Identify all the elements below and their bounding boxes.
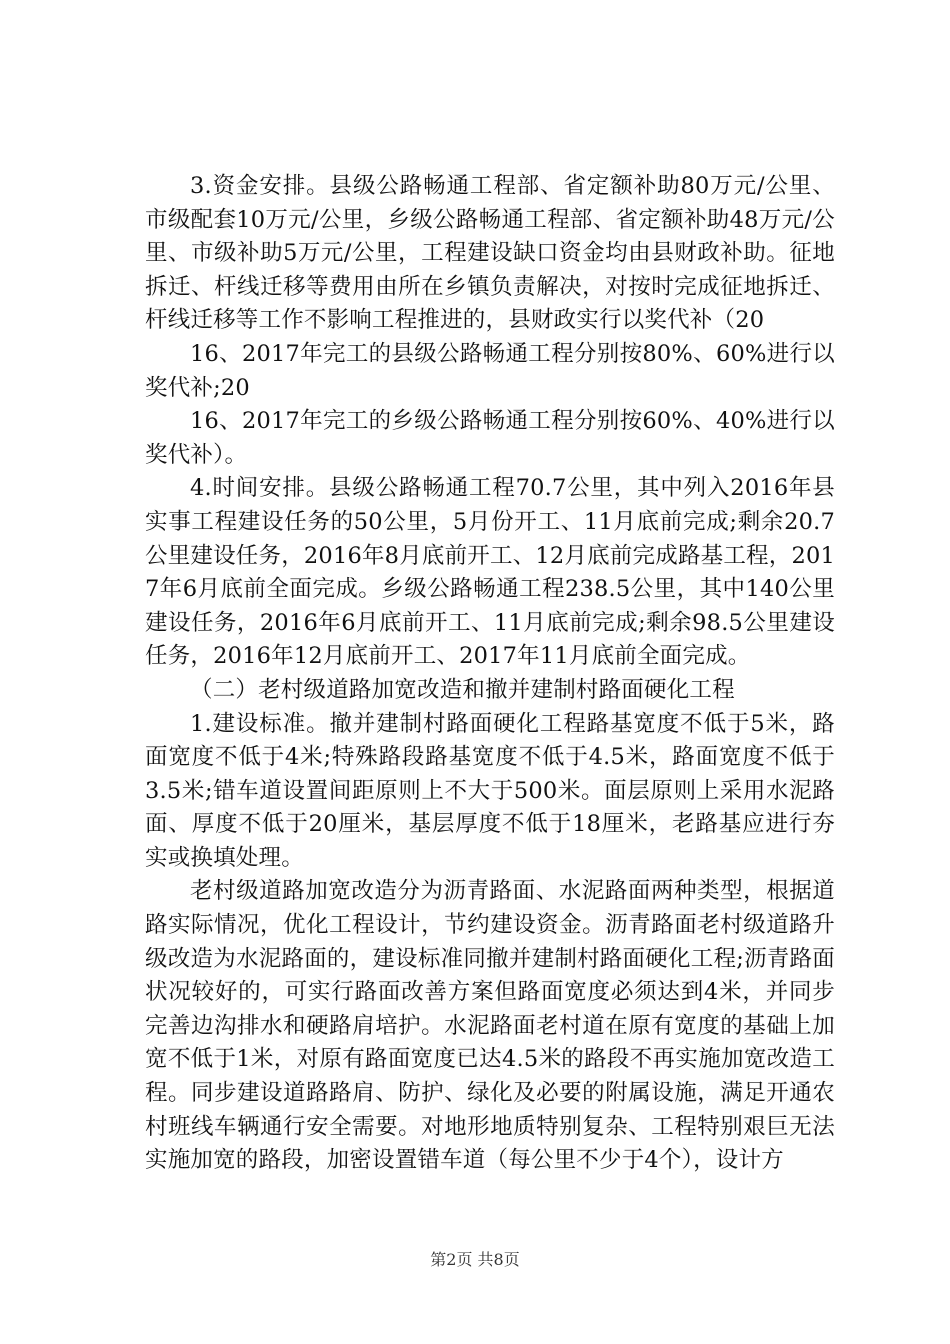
paragraph-funding: 3.资金安排。县级公路畅通工程部、省定额补助80万元/公里、市级配套10万元/公里，乡级公路畅通工程部、省定额补助48万元/公里、市级补助5万元/公里，工程建设缺口资金均由县财政补助。征地拆迁、杆线迁移等费用由所在乡镇负责解决，对按时完成征地拆迁、杆线迁移等工作不影响工程推进的，县财政实行以奖代补（20 bbox=[145, 173, 835, 334]
paragraph-schedule: 4.时间安排。县级公路畅通工程70.7公里，其中列入2016年县实事工程建设任务的50公里，5月份开工、11月底前完成;剩余20.7公里建设任务，2016年8月底前开工、12月底前完成路基工程，2017年6月底前全面完成。乡级公路畅通工程238.5公里，其中140公里建设任务，2016年6月底前开工、11月底前完成;剩余98.5公里建设任务，2016年12月底前开工、2017年11月底前全面完成。 bbox=[145, 475, 835, 670]
paragraph-township-reward: 16、2017年完工的乡级公路畅通工程分别按60%、40%进行以奖代补）。 bbox=[145, 408, 835, 468]
document-body bbox=[145, 170, 835, 1178]
section-heading: （二）老村级道路加宽改造和撤并建制村路面硬化工程 bbox=[190, 676, 735, 703]
paragraph-standard: 1.建设标准。撤并建制村路面硬化工程路基宽度不低于5米，路面宽度不低于4米;特殊路段路基宽度不低于4.5米，路面宽度不低于3.5米;错车道设置间距原则上不大于500米。面层原则上采用水泥路面、厚度不低于20厘米，基层厚度不低于18厘米，老路基应进行夯实或换填处理。 bbox=[145, 710, 835, 871]
paragraph-widening: 老村级道路加宽改造分为沥青路面、水泥路面两种类型，根据道路实际情况，优化工程设计，节约建设资金。沥青路面老村级道路升级改造为水泥路面的，建设标准同撤并建制村路面硬化工程;沥青路面状况较好的，可实行路面改善方案但路面宽度必须达到4米，并同步完善边沟排水和硬路肩培护。水泥路面老村道在原有宽度的基础上加宽不低于1米，对原有路面宽度已达4.5米的路段不再实施加宽改造工程。同步建设道路路肩、防护、绿化及必要的附属设施，满足开通农村班线车辆通行安全需要。对地形地质特别复杂、工程特别艰巨无法实施加宽的路段，加密设置错车道（每公里不少于4个），设计方 bbox=[145, 878, 835, 1174]
paragraph-county-reward: 16、2017年完工的县级公路畅通工程分别按80%、60%进行以奖代补;20 bbox=[145, 340, 835, 401]
page-footer: 第2页 共8页 bbox=[430, 1250, 520, 1269]
